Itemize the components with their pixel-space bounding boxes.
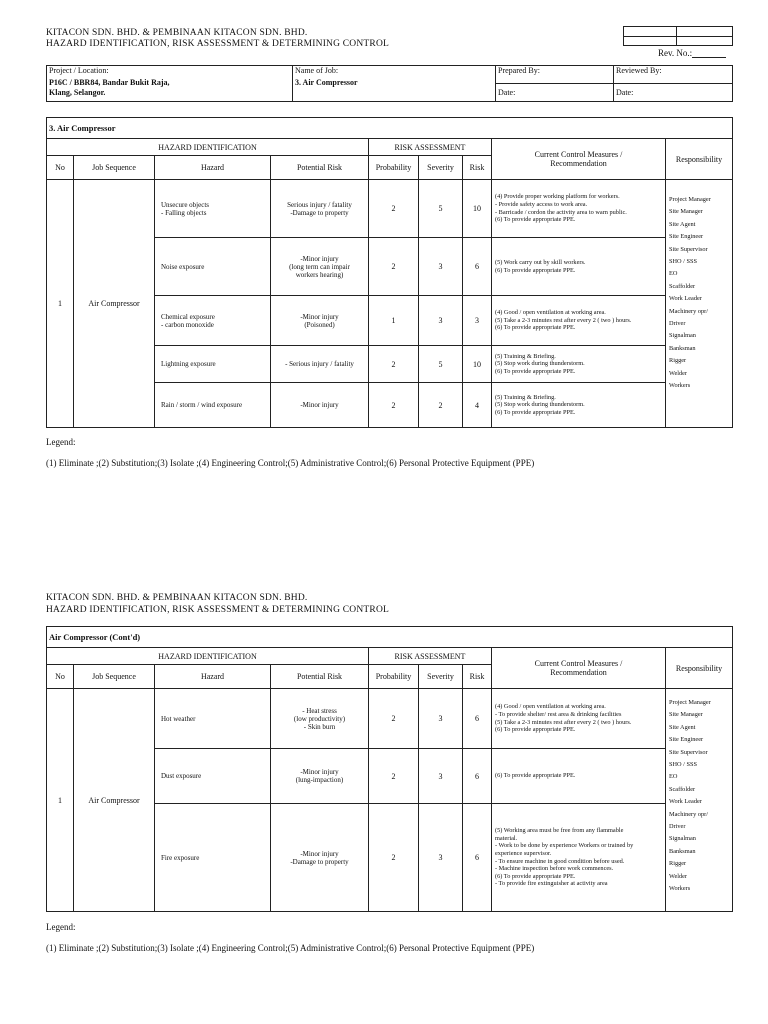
row-no: 1	[47, 689, 74, 912]
reviewed-by: Reviewed By:	[614, 66, 733, 84]
control-cell: (5) Training & Briefing. (5) Stop work during thunderstorm. (6) To provide appropriate PPE.	[492, 346, 666, 383]
legend-items: (1) Eliminate ;(2) Substitution;(3) Isolate ;(4) Engineering Control;(5) Administrative Control;(6) Personal Protective Equipment (PPE)	[46, 943, 535, 953]
reviewed-date: Date:	[614, 84, 733, 102]
job-value: 3. Air Compressor	[295, 78, 358, 87]
company-name: KITACON SDN. BHD. & PEMBINAAN KITACON SDN. BHD.	[46, 28, 308, 38]
risk-cell: 6	[463, 689, 492, 749]
probability-cell: 2	[369, 383, 419, 428]
control-cell: (4) Good / open ventilation at working area. - To provide shelter/ rest area & drinking facilities (5) Take a 2-3 minutes rest after every 2 ( two ) hours. (6) To provide appropriate PPE.	[492, 689, 666, 749]
severity-cell: 3	[419, 804, 463, 912]
hazard-cell: Lightning exposure	[155, 346, 271, 383]
job-sequence-header: Job Sequence	[74, 665, 155, 689]
hazard-header: Hazard	[155, 156, 271, 180]
responsibility-header: Responsibility	[666, 648, 733, 689]
job-sequence-header: Job Sequence	[74, 156, 155, 180]
severity-cell: 3	[419, 238, 463, 296]
hazard-cell: Rain / storm / wind exposure	[155, 383, 271, 428]
control-cell: (4) Good / open ventilation at working area. (5) Take a 2-3 minutes rest after every 2 ( two ) hours. (6) To provide appropriate PPE.	[492, 296, 666, 346]
potential-risk-cell: - Serious injury / fatality	[271, 346, 369, 383]
project-cell: Project / Location: P16C / BBR84, Bandar Bukit Raja, Klang, Selangor.	[47, 66, 293, 102]
legend-title: Legend:	[46, 437, 76, 447]
responsibility-header: Responsibility	[666, 139, 733, 180]
hazard-identification-header: HAZARD IDENTIFICATION	[47, 648, 369, 665]
project-value: P16C / BBR84, Bandar Bukit Raja, Klang, Selangor.	[49, 78, 170, 97]
section-title: Air Compressor (Cont'd)	[47, 627, 733, 648]
probability-header: Probability	[369, 665, 419, 689]
no-header: No	[47, 665, 74, 689]
probability-cell: 2	[369, 238, 419, 296]
severity-cell: 3	[419, 749, 463, 804]
revision-box	[623, 26, 733, 46]
form-title: HAZARD IDENTIFICATION, RISK ASSESSMENT & DETERMINING CONTROL	[46, 605, 390, 615]
risk-cell: 4	[463, 383, 492, 428]
control-cell: (5) Work carry out by skill workers. (6) To provide appropriate PPE.	[492, 238, 666, 296]
hazard-cell: Chemical exposure - carbon monoxide	[155, 296, 271, 346]
job-sequence: Air Compressor	[74, 689, 155, 912]
hazard-cell: Unsecure objects - Falling objects	[155, 180, 271, 238]
hazard-table-1	[46, 117, 733, 428]
job-cell: Name of Job: 3. Air Compressor	[293, 66, 496, 102]
section-title: 3. Air Compressor	[47, 118, 733, 139]
legend-title: Legend:	[46, 922, 76, 932]
probability-cell: 1	[369, 296, 419, 346]
probability-cell: 2	[369, 804, 419, 912]
potential-risk-cell: -Minor injury (lung-impaction)	[271, 749, 369, 804]
potential-risk-cell: - Heat stress (low productivity) - Skin burn	[271, 689, 369, 749]
responsibility-list: Project Manager Site Manager Site Agent Site Engineer Site Supervisor SHO / SSS EO Scaffolder Work Leader Machinery opr/ Driver Signalman Banksman Rigger Welder Workers	[666, 689, 733, 912]
severity-header: Severity	[419, 156, 463, 180]
potential-risk-cell: Serious injury / fatality -Damage to property	[271, 180, 369, 238]
table-row	[47, 689, 733, 749]
probability-cell: 2	[369, 749, 419, 804]
control-header: Current Control Measures / Recommendation	[492, 139, 666, 180]
severity-cell: 3	[419, 689, 463, 749]
risk-cell: 6	[463, 238, 492, 296]
potential-risk-header: Potential Risk	[271, 156, 369, 180]
no-header: No	[47, 156, 74, 180]
potential-risk-cell: -Minor injury -Damage to property	[271, 804, 369, 912]
risk-header: Risk	[463, 156, 492, 180]
probability-cell: 2	[369, 346, 419, 383]
potential-risk-cell: -Minor injury (long term can impair workers hearing)	[271, 238, 369, 296]
control-header: Current Control Measures / Recommendation	[492, 648, 666, 689]
potential-risk-cell: -Minor injury	[271, 383, 369, 428]
control-cell: (5) Working area must be free from any flammable material. - Work to be done by experience Workers or trained by experience supervisor. - To ensure machine in good condition before used. - Machine inspection before work commences. (6) To provide appropriate PPE. - To provide fire extinguisher at activity area	[492, 804, 666, 912]
legend-items: (1) Eliminate ;(2) Substitution;(3) Isolate ;(4) Engineering Control;(5) Administrative Control;(6) Personal Protective Equipment (PPE)	[46, 458, 535, 468]
job-sequence: Air Compressor	[74, 180, 155, 428]
form-title: HAZARD IDENTIFICATION, RISK ASSESSMENT & DETERMINING CONTROL	[46, 39, 390, 49]
risk-cell: 6	[463, 749, 492, 804]
probability-cell: 2	[369, 180, 419, 238]
hazard-cell: Dust exposure	[155, 749, 271, 804]
probability-cell: 2	[369, 689, 419, 749]
hazard-cell: Fire exposure	[155, 804, 271, 912]
severity-cell: 5	[419, 346, 463, 383]
control-cell: (4) Provide proper working platform for workers. - Provide safety access to work area. - Barricade / cordon the activity area to warn public. (6) To provide appropriate PPE.	[492, 180, 666, 238]
probability-header: Probability	[369, 156, 419, 180]
prepared-by: Prepared By:	[496, 66, 614, 84]
prepared-date: Date:	[496, 84, 614, 102]
hazard-identification-header: HAZARD IDENTIFICATION	[47, 139, 369, 156]
severity-cell: 5	[419, 180, 463, 238]
rev-no: Rev. No.:	[658, 48, 726, 58]
risk-assessment-header: RISK ASSESSMENT	[369, 648, 492, 665]
responsibility-list: Project Manager Site Manager Site Agent Site Engineer Site Supervisor SHO / SSS EO Scaffolder Work Leader Machinery opr/ Driver Signalman Banksman Rigger Welder Workers	[666, 180, 733, 428]
risk-cell: 10	[463, 346, 492, 383]
risk-cell: 10	[463, 180, 492, 238]
potential-risk-cell: -Minor injury (Poisoned)	[271, 296, 369, 346]
hazard-cell: Hot weather	[155, 689, 271, 749]
risk-cell: 6	[463, 804, 492, 912]
row-no: 1	[47, 180, 74, 428]
hazard-header: Hazard	[155, 665, 271, 689]
control-cell: (6) To provide appropriate PPE.	[492, 749, 666, 804]
severity-header: Severity	[419, 665, 463, 689]
hazard-cell: Noise exposure	[155, 238, 271, 296]
company-name: KITACON SDN. BHD. & PEMBINAAN KITACON SDN. BHD.	[46, 593, 308, 603]
risk-header: Risk	[463, 665, 492, 689]
hazard-table-2	[46, 626, 733, 912]
control-cell: (5) Training & Briefing. (5) Stop work during thunderstorm. (6) To provide appropriate PPE.	[492, 383, 666, 428]
risk-assessment-header: RISK ASSESSMENT	[369, 139, 492, 156]
severity-cell: 3	[419, 296, 463, 346]
severity-cell: 2	[419, 383, 463, 428]
risk-cell: 3	[463, 296, 492, 346]
potential-risk-header: Potential Risk	[271, 665, 369, 689]
table-row	[47, 180, 733, 238]
info-table	[46, 65, 733, 102]
